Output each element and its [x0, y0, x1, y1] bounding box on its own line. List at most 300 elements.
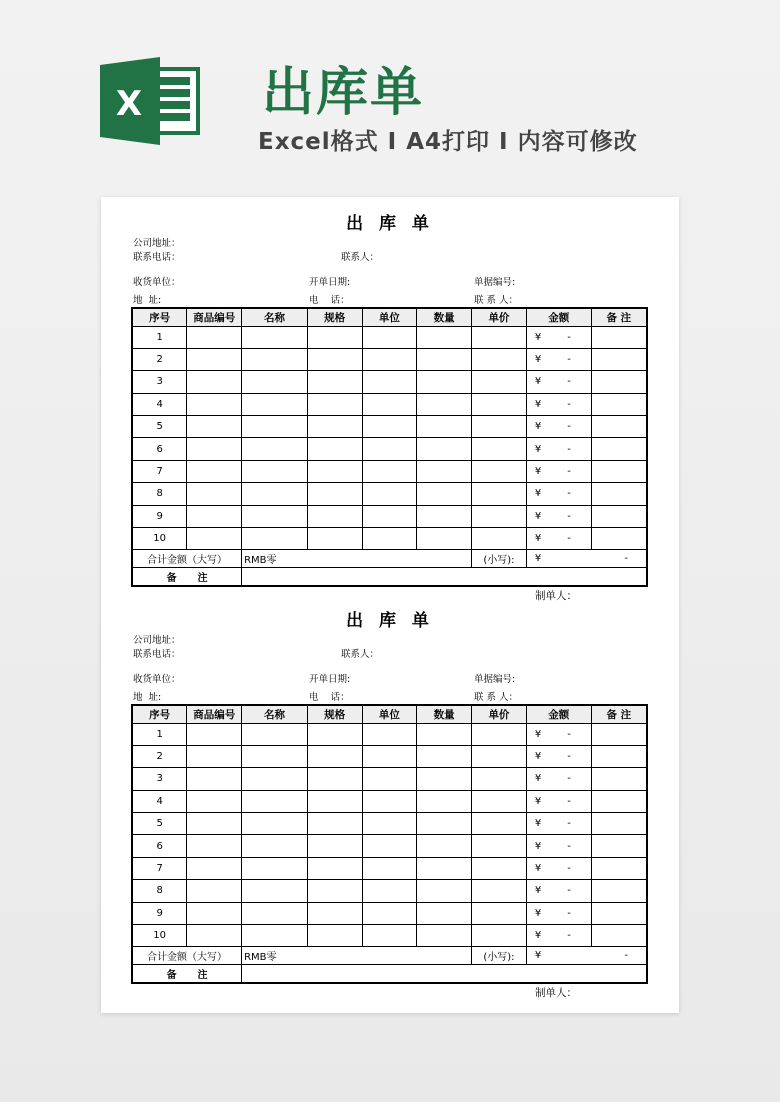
row-number: 9 — [132, 902, 187, 924]
amount-cell[interactable] — [526, 880, 591, 902]
amount-value: - — [567, 795, 571, 807]
table-cell[interactable] — [472, 483, 527, 505]
table-cell[interactable] — [187, 925, 242, 947]
table-cell[interactable] — [187, 438, 242, 460]
table-cell[interactable] — [187, 326, 242, 348]
total-row — [132, 550, 647, 568]
table-cell[interactable] — [187, 723, 242, 745]
table-cell[interactable] — [472, 416, 527, 438]
currency-symbol: ¥ — [534, 553, 542, 565]
column-header: 金额 — [526, 308, 591, 326]
currency-symbol: ¥ — [534, 466, 542, 478]
table-cell[interactable] — [187, 483, 242, 505]
row-number: 7 — [132, 460, 187, 482]
currency-symbol: ¥ — [534, 421, 542, 433]
table-cell[interactable] — [187, 835, 242, 857]
table-cell[interactable] — [307, 790, 362, 812]
excel-logo-icon — [100, 57, 200, 145]
table-cell[interactable] — [472, 348, 527, 370]
table-cell[interactable] — [362, 528, 417, 550]
currency-symbol: ¥ — [534, 533, 542, 545]
currency-symbol: ¥ — [534, 728, 542, 740]
amount-cell[interactable] — [526, 483, 591, 505]
table-cell[interactable] — [417, 438, 472, 460]
table-cell[interactable] — [242, 745, 308, 767]
column-header: 备 注 — [591, 705, 647, 723]
amount-value: - — [567, 751, 571, 763]
table-row — [132, 460, 647, 482]
currency-symbol: ¥ — [534, 354, 542, 366]
row-number: 5 — [132, 813, 187, 835]
items-table — [131, 307, 648, 587]
table-cell[interactable] — [307, 483, 362, 505]
table-cell[interactable] — [591, 813, 647, 835]
column-header: 序号 — [132, 308, 187, 326]
column-header: 商品编号 — [187, 308, 242, 326]
table-cell[interactable] — [362, 326, 417, 348]
table-cell[interactable] — [591, 925, 647, 947]
amount-cell[interactable] — [526, 790, 591, 812]
order-date-label: 开单日期: — [309, 277, 351, 288]
column-header: 单位 — [362, 308, 417, 326]
table-cell[interactable] — [307, 505, 362, 527]
table-cell[interactable] — [242, 371, 308, 393]
page-title: 出库单 — [262, 63, 425, 123]
table-cell[interactable] — [472, 835, 527, 857]
table-cell[interactable] — [591, 528, 647, 550]
table-cell[interactable] — [307, 723, 362, 745]
amount-value: - — [567, 466, 571, 478]
phone-label: 电 话： — [309, 692, 350, 703]
table-row — [132, 813, 647, 835]
amount-value: - — [567, 773, 571, 785]
table-row — [132, 902, 647, 924]
table-cell[interactable] — [472, 371, 527, 393]
table-header — [132, 308, 647, 326]
table-cell[interactable] — [362, 902, 417, 924]
table-cell[interactable] — [362, 813, 417, 835]
currency-symbol: ¥ — [534, 930, 542, 942]
amount-cell[interactable] — [526, 326, 591, 348]
table-cell[interactable] — [362, 416, 417, 438]
amount-cell[interactable] — [526, 835, 591, 857]
table-cell[interactable] — [417, 790, 472, 812]
phone-label: 电 话： — [309, 295, 350, 306]
table-cell[interactable] — [472, 723, 527, 745]
table-cell[interactable] — [242, 723, 308, 745]
table-cell[interactable] — [472, 505, 527, 527]
table-cell[interactable] — [187, 348, 242, 370]
table-cell[interactable] — [307, 813, 362, 835]
table-cell[interactable] — [472, 460, 527, 482]
outbound-form-2 — [131, 594, 649, 999]
currency-symbol: ¥ — [534, 773, 542, 785]
table-cell[interactable] — [417, 393, 472, 415]
total-label: 合计金额（大写） — [132, 947, 242, 965]
table-cell[interactable] — [417, 768, 472, 790]
total-small[interactable] — [526, 550, 647, 568]
table-cell[interactable] — [242, 857, 308, 879]
table-cell[interactable] — [307, 768, 362, 790]
table-row — [132, 416, 647, 438]
amount-value: - — [567, 533, 571, 545]
amount-cell[interactable] — [526, 768, 591, 790]
amount-cell[interactable] — [526, 723, 591, 745]
svg-text:X: X — [115, 84, 143, 124]
amount-value: - — [567, 863, 571, 875]
currency-symbol: ¥ — [534, 398, 542, 410]
table-row — [132, 326, 647, 348]
column-header: 商品编号 — [187, 705, 242, 723]
currency-symbol: ¥ — [534, 510, 542, 522]
table-cell[interactable] — [417, 528, 472, 550]
table-cell[interactable] — [417, 326, 472, 348]
amount-value: - — [567, 840, 571, 852]
table-cell[interactable] — [472, 857, 527, 879]
document-sheet — [101, 197, 679, 1013]
table-cell[interactable] — [187, 528, 242, 550]
table-cell[interactable] — [362, 460, 417, 482]
table-cell[interactable] — [472, 438, 527, 460]
table-cell[interactable] — [307, 438, 362, 460]
page-subtitle: Excel格式 I A4打印 I 内容可修改 — [258, 129, 638, 155]
amount-value: - — [567, 331, 571, 343]
table-cell[interactable] — [187, 505, 242, 527]
table-cell[interactable] — [242, 790, 308, 812]
currency-symbol: ¥ — [534, 818, 542, 830]
currency-symbol: ¥ — [534, 751, 542, 763]
table-cell[interactable] — [187, 393, 242, 415]
amount-value: - — [567, 930, 571, 942]
amount-cell[interactable] — [526, 460, 591, 482]
table-cell[interactable] — [187, 790, 242, 812]
table-cell[interactable] — [187, 880, 242, 902]
small-label: (小写): — [472, 550, 527, 568]
table-cell[interactable] — [417, 925, 472, 947]
table-cell[interactable] — [591, 348, 647, 370]
table-row — [132, 790, 647, 812]
row-number: 7 — [132, 857, 187, 879]
table-cell[interactable] — [472, 768, 527, 790]
remark-input[interactable] — [242, 965, 647, 983]
table-row — [132, 768, 647, 790]
table-cell[interactable] — [362, 857, 417, 879]
table-cell[interactable] — [187, 416, 242, 438]
table-cell[interactable] — [591, 790, 647, 812]
contact-person-label: 联系人： — [341, 252, 380, 263]
table-cell[interactable] — [242, 438, 308, 460]
table-cell[interactable] — [307, 460, 362, 482]
amount-value: - — [567, 885, 571, 897]
column-header: 单价 — [472, 705, 527, 723]
amount-value: - — [567, 443, 571, 455]
items-table — [131, 704, 648, 984]
row-number: 2 — [132, 348, 187, 370]
amount-value: - — [567, 907, 571, 919]
table-cell[interactable] — [187, 813, 242, 835]
amount-cell[interactable] — [526, 925, 591, 947]
table-cell[interactable] — [417, 835, 472, 857]
row-number: 3 — [132, 371, 187, 393]
table-cell[interactable] — [187, 371, 242, 393]
row-number: 4 — [132, 393, 187, 415]
table-cell[interactable] — [591, 460, 647, 482]
table-cell[interactable] — [242, 460, 308, 482]
address-label: 地 址: — [133, 295, 162, 306]
table-cell[interactable] — [242, 326, 308, 348]
table-cell[interactable] — [362, 745, 417, 767]
table-cell[interactable] — [362, 880, 417, 902]
row-number: 8 — [132, 880, 187, 902]
currency-symbol: ¥ — [534, 840, 542, 852]
table-cell[interactable] — [242, 902, 308, 924]
row-number: 9 — [132, 505, 187, 527]
table-cell[interactable] — [417, 483, 472, 505]
table-cell[interactable] — [591, 483, 647, 505]
table-header — [132, 705, 647, 723]
table-cell[interactable] — [307, 528, 362, 550]
column-header: 备 注 — [591, 308, 647, 326]
table-row — [132, 745, 647, 767]
table-cell[interactable] — [307, 857, 362, 879]
table-cell[interactable] — [417, 348, 472, 370]
row-number: 1 — [132, 723, 187, 745]
table-cell[interactable] — [242, 348, 308, 370]
table-cell[interactable] — [591, 857, 647, 879]
table-cell[interactable] — [307, 925, 362, 947]
table-cell[interactable] — [472, 902, 527, 924]
outbound-form-1 — [131, 197, 649, 602]
company-address-label: 公司地址： — [133, 238, 181, 249]
currency-symbol: ¥ — [534, 863, 542, 875]
table-row — [132, 723, 647, 745]
table-cell[interactable] — [472, 813, 527, 835]
contact-person-label: 联系人： — [341, 649, 380, 660]
company-address-label: 公司地址： — [133, 635, 181, 646]
table-cell[interactable] — [242, 768, 308, 790]
column-header: 规格 — [307, 308, 362, 326]
row-number: 1 — [132, 326, 187, 348]
order-date-label: 开单日期: — [309, 674, 351, 685]
receiver-label: 收货单位： — [133, 674, 181, 685]
amount-value: - — [567, 354, 571, 366]
table-cell[interactable] — [242, 880, 308, 902]
table-cell[interactable] — [362, 371, 417, 393]
row-number: 4 — [132, 790, 187, 812]
table-row — [132, 528, 647, 550]
table-cell[interactable] — [187, 857, 242, 879]
table-cell[interactable] — [307, 326, 362, 348]
amount-value: - — [567, 398, 571, 410]
table-cell[interactable] — [417, 902, 472, 924]
table-cell[interactable] — [591, 505, 647, 527]
amount-cell[interactable] — [526, 371, 591, 393]
table-cell[interactable] — [307, 393, 362, 415]
table-cell[interactable] — [591, 835, 647, 857]
row-number: 3 — [132, 768, 187, 790]
table-row — [132, 348, 647, 370]
table-cell[interactable] — [591, 416, 647, 438]
table-cell[interactable] — [242, 835, 308, 857]
amount-cell[interactable] — [526, 745, 591, 767]
currency-symbol: ¥ — [534, 907, 542, 919]
table-cell[interactable] — [472, 528, 527, 550]
amount-cell[interactable] — [526, 393, 591, 415]
contact2-label: 联 系 人： — [474, 692, 519, 703]
table-cell[interactable] — [417, 460, 472, 482]
row-number: 8 — [132, 483, 187, 505]
table-cell[interactable] — [362, 790, 417, 812]
currency-symbol: ¥ — [534, 331, 542, 343]
table-cell[interactable] — [417, 371, 472, 393]
row-number: 6 — [132, 835, 187, 857]
table-cell[interactable] — [242, 528, 308, 550]
table-cell[interactable] — [362, 723, 417, 745]
column-header: 数量 — [417, 705, 472, 723]
table-cell[interactable] — [307, 371, 362, 393]
table-cell[interactable] — [362, 505, 417, 527]
column-header: 名称 — [242, 308, 308, 326]
table-cell[interactable] — [472, 925, 527, 947]
table-cell[interactable] — [187, 768, 242, 790]
amount-value: - — [624, 553, 628, 565]
total-upper[interactable]: RMB零 — [242, 550, 472, 568]
total-label: 合计金额（大写） — [132, 550, 242, 568]
amount-cell[interactable] — [526, 505, 591, 527]
currency-symbol: ¥ — [534, 795, 542, 807]
table-cell[interactable] — [591, 902, 647, 924]
table-row — [132, 483, 647, 505]
address-label: 地 址: — [133, 692, 162, 703]
contact2-label: 联 系 人： — [474, 295, 519, 306]
amount-value: - — [624, 950, 628, 962]
currency-symbol: ¥ — [534, 950, 542, 962]
table-cell[interactable] — [187, 745, 242, 767]
amount-value: - — [567, 421, 571, 433]
table-cell[interactable] — [591, 371, 647, 393]
table-cell[interactable] — [591, 880, 647, 902]
table-cell[interactable] — [362, 483, 417, 505]
table-cell[interactable] — [362, 835, 417, 857]
table-cell[interactable] — [307, 745, 362, 767]
table-cell[interactable] — [242, 505, 308, 527]
total-small[interactable] — [526, 947, 647, 965]
table-cell[interactable] — [472, 790, 527, 812]
receiver-label: 收货单位： — [133, 277, 181, 288]
table-cell[interactable] — [362, 925, 417, 947]
contact-phone-label: 联系电话： — [133, 649, 181, 660]
table-cell[interactable] — [591, 745, 647, 767]
table-cell[interactable] — [362, 768, 417, 790]
table-cell[interactable] — [242, 813, 308, 835]
table-cell[interactable] — [591, 723, 647, 745]
column-header: 序号 — [132, 705, 187, 723]
amount-value: - — [567, 818, 571, 830]
column-header: 单价 — [472, 308, 527, 326]
table-cell[interactable] — [417, 745, 472, 767]
table-cell[interactable] — [242, 483, 308, 505]
table-cell[interactable] — [187, 460, 242, 482]
maker-label: 制单人： — [535, 987, 577, 999]
column-header: 单位 — [362, 705, 417, 723]
table-cell[interactable] — [472, 880, 527, 902]
total-upper[interactable]: RMB零 — [242, 947, 472, 965]
table-cell[interactable] — [242, 416, 308, 438]
currency-symbol: ¥ — [534, 488, 542, 500]
column-header: 规格 — [307, 705, 362, 723]
table-cell[interactable] — [472, 326, 527, 348]
remark-label: 备 注 — [132, 568, 242, 586]
remark-row — [132, 965, 647, 983]
amount-value: - — [567, 488, 571, 500]
table-row — [132, 438, 647, 460]
table-cell[interactable] — [417, 416, 472, 438]
table-cell[interactable] — [242, 925, 308, 947]
table-cell[interactable] — [417, 505, 472, 527]
currency-symbol: ¥ — [534, 443, 542, 455]
form-title: 出 库 单 — [346, 611, 434, 631]
table-cell[interactable] — [307, 835, 362, 857]
table-cell[interactable] — [242, 393, 308, 415]
table-row — [132, 880, 647, 902]
row-number: 10 — [132, 528, 187, 550]
table-cell[interactable] — [417, 857, 472, 879]
remark-label: 备 注 — [132, 965, 242, 983]
currency-symbol: ¥ — [534, 376, 542, 388]
amount-cell[interactable] — [526, 416, 591, 438]
table-cell[interactable] — [591, 768, 647, 790]
small-label: (小写): — [472, 947, 527, 965]
remark-input[interactable] — [242, 568, 647, 586]
row-number: 10 — [132, 925, 187, 947]
column-header: 金额 — [526, 705, 591, 723]
row-number: 5 — [132, 416, 187, 438]
table-row — [132, 835, 647, 857]
table-row — [132, 393, 647, 415]
table-cell[interactable] — [417, 813, 472, 835]
table-cell[interactable] — [362, 348, 417, 370]
table-cell[interactable] — [472, 745, 527, 767]
table-row — [132, 371, 647, 393]
table-cell[interactable] — [307, 880, 362, 902]
amount-cell[interactable] — [526, 438, 591, 460]
currency-symbol: ¥ — [534, 885, 542, 897]
amount-value: - — [567, 376, 571, 388]
row-number: 2 — [132, 745, 187, 767]
table-cell[interactable] — [472, 393, 527, 415]
table-cell[interactable] — [307, 416, 362, 438]
table-cell[interactable] — [417, 723, 472, 745]
amount-cell[interactable] — [526, 813, 591, 835]
table-cell[interactable] — [591, 438, 647, 460]
table-cell[interactable] — [362, 393, 417, 415]
column-header: 名称 — [242, 705, 308, 723]
amount-cell[interactable] — [526, 857, 591, 879]
table-cell[interactable] — [362, 438, 417, 460]
row-number: 6 — [132, 438, 187, 460]
total-row — [132, 947, 647, 965]
table-cell[interactable] — [417, 880, 472, 902]
table-row — [132, 857, 647, 879]
amount-cell[interactable] — [526, 348, 591, 370]
table-cell[interactable] — [187, 902, 242, 924]
table-cell[interactable] — [591, 393, 647, 415]
amount-cell[interactable] — [526, 902, 591, 924]
table-cell[interactable] — [307, 902, 362, 924]
table-cell[interactable] — [307, 348, 362, 370]
amount-cell[interactable] — [526, 528, 591, 550]
table-cell[interactable] — [591, 326, 647, 348]
